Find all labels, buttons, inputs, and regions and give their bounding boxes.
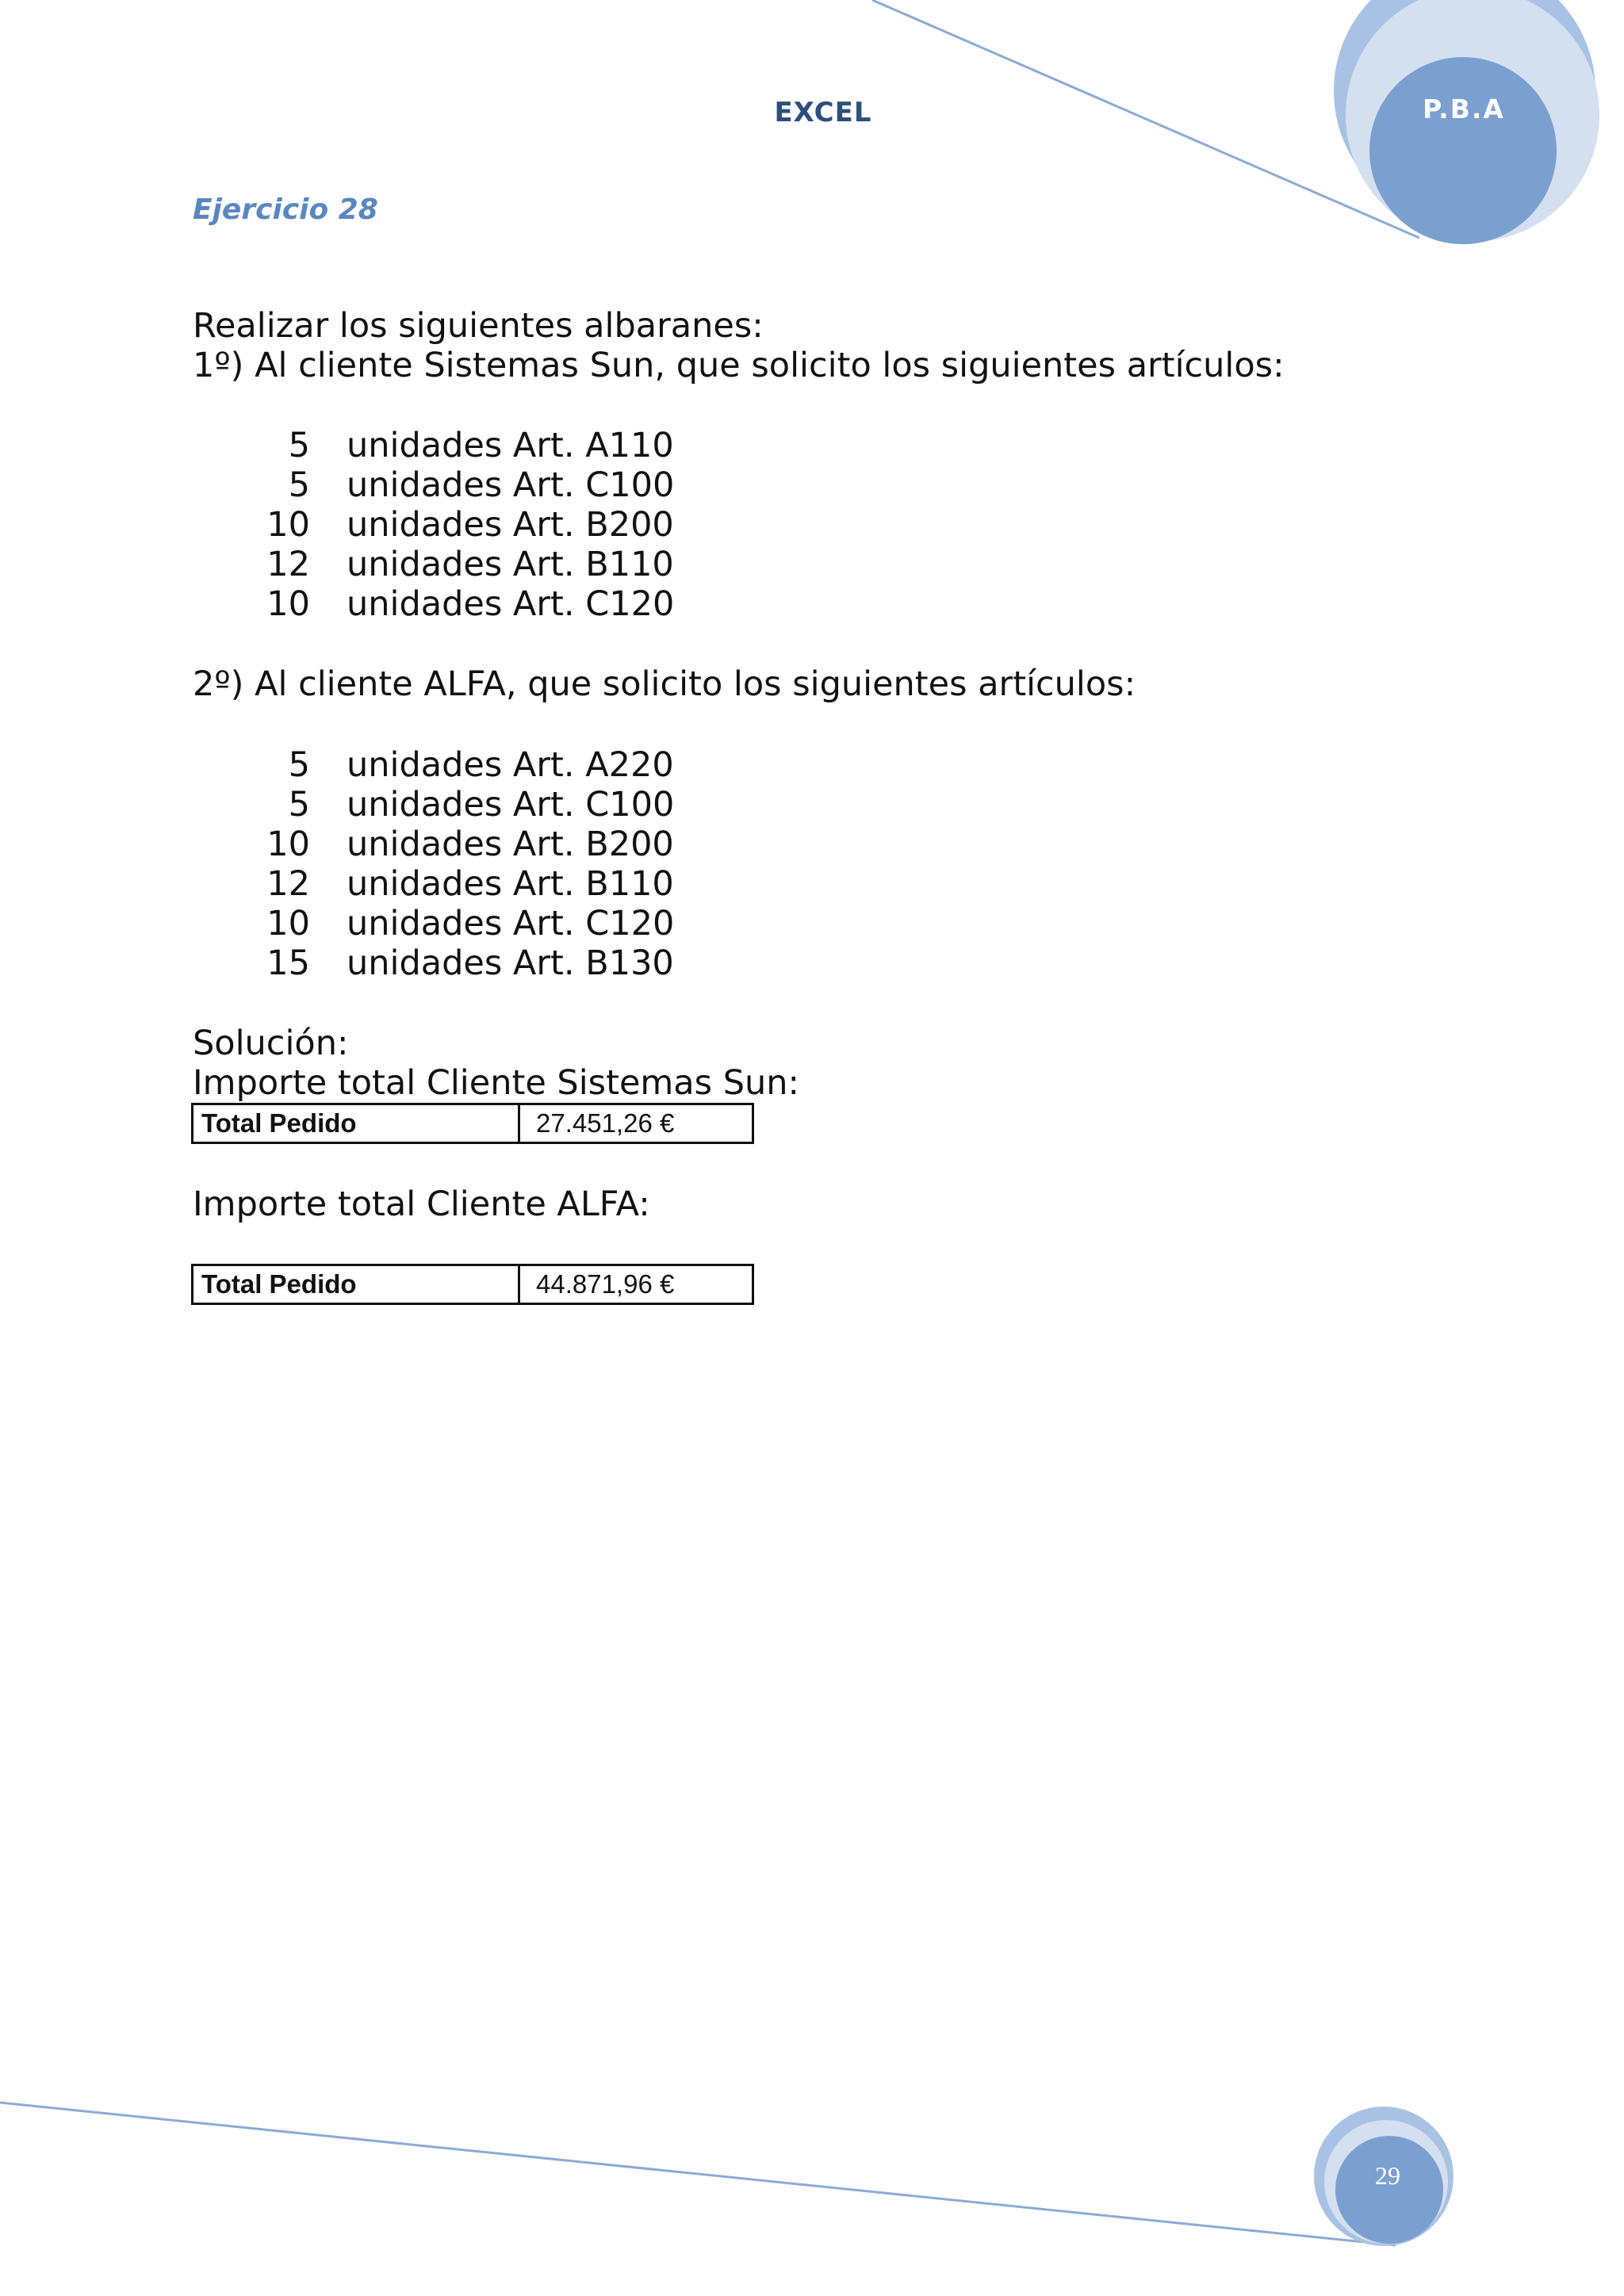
item-description: unidades Art. C100 [347, 785, 675, 825]
list-item [193, 465, 986, 505]
item-description: unidades Art. B110 [347, 545, 674, 584]
list-item [193, 825, 986, 864]
list-item [193, 545, 986, 584]
item-description: unidades Art. A220 [347, 745, 674, 785]
list-item [193, 426, 986, 465]
client1-total-table [191, 1103, 754, 1144]
item-quantity: 5 [288, 745, 310, 785]
item-quantity: 10 [266, 904, 310, 943]
item-description: unidades Art. C120 [347, 904, 675, 943]
item-description: unidades Art. B110 [347, 864, 674, 904]
order1-heading: 1º) Al cliente Sistemas Sun, que solicito los siguientes artículos: [193, 346, 1285, 385]
list-item [193, 943, 986, 983]
solution-label: Solución: [193, 1024, 349, 1063]
item-description: unidades Art. A110 [347, 426, 674, 465]
client1-total-caption: Importe total Cliente Sistemas Sun: [193, 1063, 799, 1103]
list-item [193, 785, 986, 825]
exercise-title: Ejercicio 28 [193, 193, 378, 226]
header-title: EXCEL [774, 97, 872, 128]
total-label-cell: Total Pedido [193, 1105, 520, 1142]
item-quantity: 10 [266, 584, 310, 624]
item-quantity: 5 [288, 785, 310, 825]
item-quantity: 10 [266, 505, 310, 545]
total-value-cell: 27.451,26 € [536, 1108, 675, 1138]
order1-item-list [193, 426, 986, 624]
item-description: unidades Art. B200 [347, 825, 674, 864]
page-number: 29 [1375, 2161, 1400, 2190]
item-description: unidades Art. B200 [347, 505, 674, 545]
item-quantity: 12 [266, 545, 310, 584]
client2-total-caption: Importe total Cliente ALFA: [193, 1184, 650, 1224]
list-item [193, 864, 986, 904]
order2-heading: 2º) Al cliente ALFA, que solicito los siguientes artículos: [193, 664, 1136, 704]
item-quantity: 5 [288, 465, 310, 505]
list-item [193, 505, 986, 545]
item-quantity: 10 [266, 825, 310, 864]
footer-diagonal-line [0, 2103, 1396, 2245]
list-item [193, 584, 986, 624]
list-item [193, 745, 986, 785]
list-item [193, 904, 986, 943]
item-quantity: 15 [266, 943, 310, 983]
client2-total-table [191, 1264, 754, 1305]
header-badge: P.B.A [1423, 94, 1505, 124]
header-circle-inner [1369, 57, 1557, 244]
total-label-cell: Total Pedido [193, 1266, 520, 1303]
total-value-cell: 44.871,96 € [536, 1269, 675, 1299]
intro-text: Realizar los siguientes albaranes: [193, 306, 764, 346]
item-quantity: 12 [266, 864, 310, 904]
item-description: unidades Art. B130 [347, 943, 674, 983]
item-quantity: 5 [288, 426, 310, 465]
item-description: unidades Art. C100 [347, 465, 675, 505]
item-description: unidades Art. C120 [347, 584, 675, 624]
order2-item-list [193, 745, 986, 983]
